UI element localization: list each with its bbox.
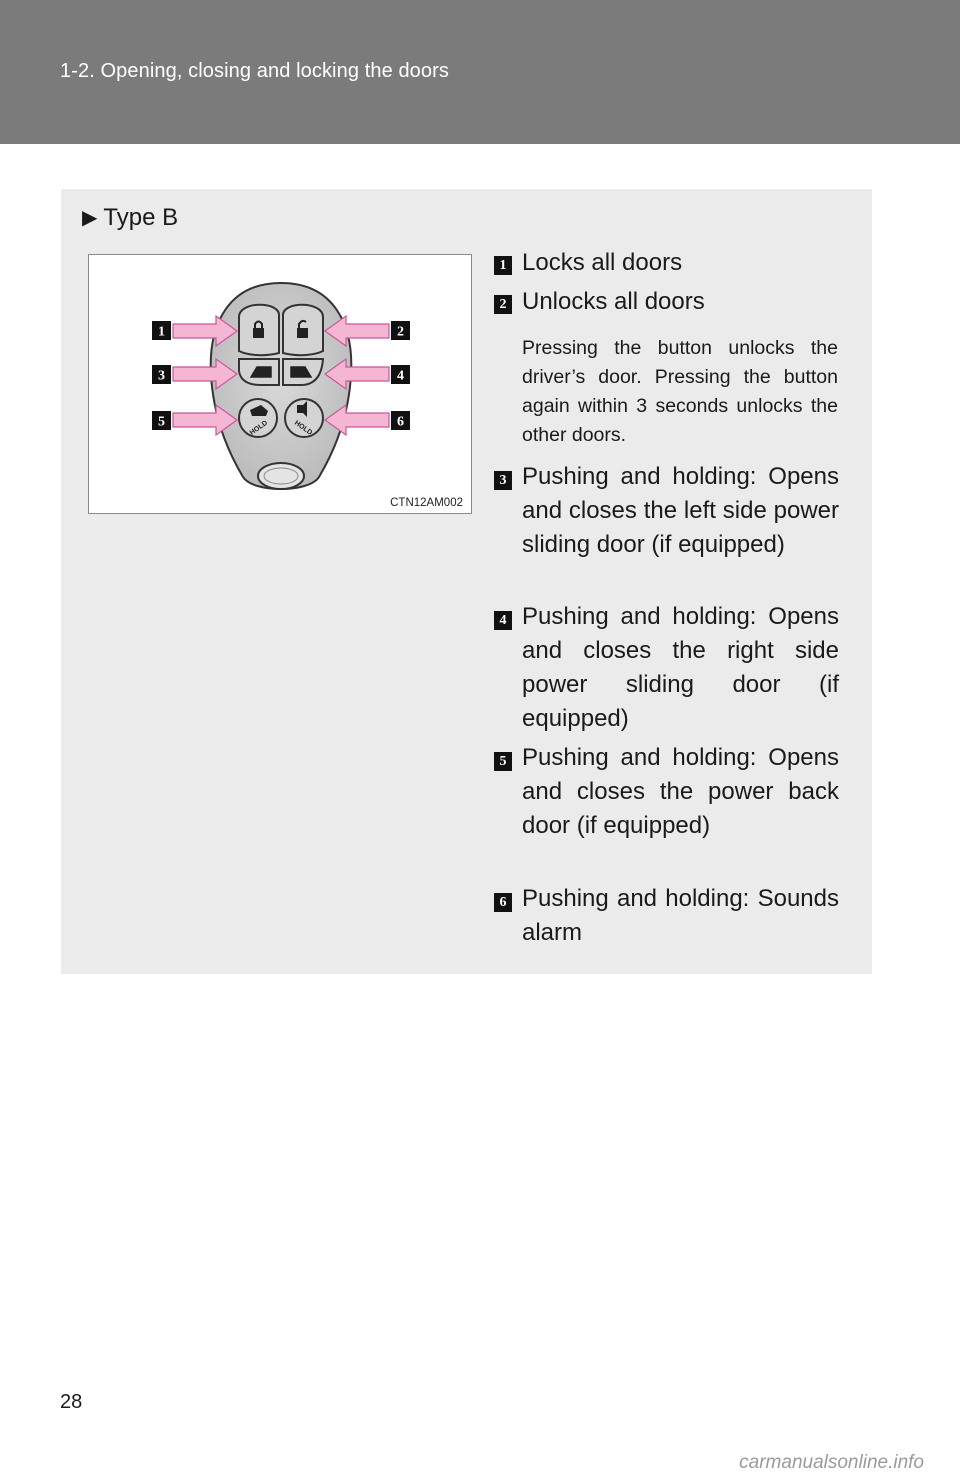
item-number-badge: 1 [494, 256, 512, 275]
item-number-badge: 3 [494, 471, 512, 490]
page-header [0, 0, 960, 144]
callout-6: 6 [397, 414, 404, 430]
item-number-badge: 6 [494, 893, 512, 912]
list-item-4 [494, 600, 839, 736]
hold-label-left: HOLD [248, 419, 269, 437]
unlock-note: Pressing the button unlocks the driver’s door. Pressing the button again within 3 seconds unlocks the other doors. [522, 337, 838, 446]
list-item-1 [494, 246, 839, 280]
page-number: 28 [60, 1391, 83, 1413]
figure-code: CTN12AM002 [390, 497, 463, 509]
hold-label-right: HOLD [293, 419, 314, 437]
item-text: Pushing and holding: Sounds alarm [522, 885, 839, 946]
item-text: Pushing and holding: Opens and closes the power back door (if equipped) [522, 744, 839, 839]
type-heading [82, 204, 178, 232]
item-text: Pushing and holding: Opens and closes the left side power sliding door (if equipped) [522, 463, 839, 558]
callout-1: 1 [158, 324, 165, 340]
callout-4: 4 [397, 368, 404, 384]
section-title: 1-2. Opening, closing and locking the doors [60, 60, 449, 82]
callout-5: 5 [158, 414, 165, 430]
item-text: Unlocks all doors [522, 288, 705, 315]
item-text: Pushing and holding: Opens and closes the right side power sliding door (if equipped) [522, 603, 839, 732]
list-item-2 [494, 285, 839, 319]
item-number-badge: 2 [494, 295, 512, 314]
list-item-6 [494, 882, 839, 950]
list-item-3 [494, 460, 839, 562]
callout-2: 2 [397, 324, 404, 340]
type-label-text: Type B [103, 204, 179, 231]
remote-key-figure [88, 254, 472, 514]
triangle-bullet-icon: ▶ [82, 207, 98, 229]
item-number-badge: 5 [494, 752, 512, 771]
callout-3: 3 [158, 368, 165, 384]
list-item-5 [494, 741, 839, 843]
item-text: Locks all doors [522, 249, 683, 276]
remote-body [211, 283, 352, 489]
watermark: carmanualsonline.info [739, 1452, 924, 1473]
remote-key-illustration [89, 255, 473, 515]
item-number-badge: 4 [494, 611, 512, 630]
panic-button [258, 463, 304, 489]
